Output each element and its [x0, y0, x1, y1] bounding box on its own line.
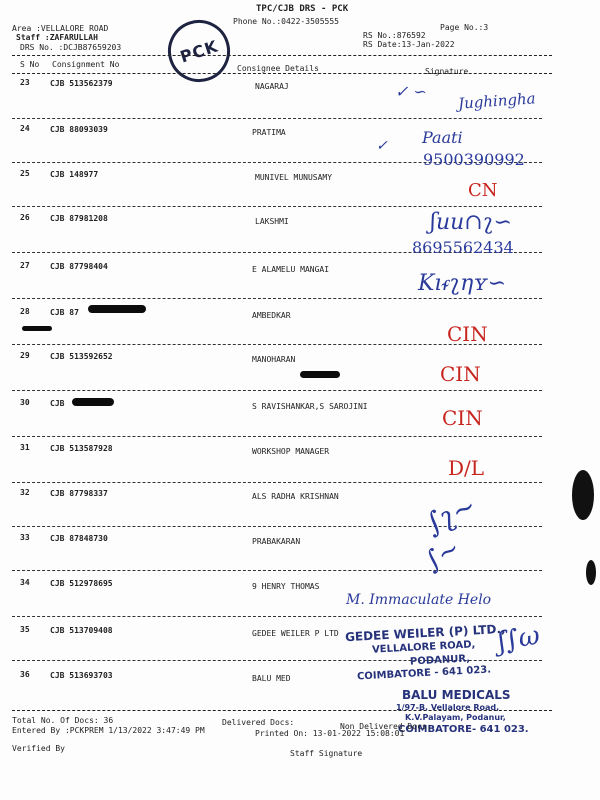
delivered-docs: Delivered Docs: [222, 718, 295, 727]
balu-stamp-line: K.V.Palayam, Podanur, [405, 713, 506, 722]
row-consignment: CJB 88093039 [50, 125, 108, 134]
row-consignee: BALU MED [252, 674, 291, 683]
row-sno: 32 [20, 488, 30, 497]
row-divider [12, 616, 542, 617]
header-divider-top [12, 55, 552, 56]
row-consignment: CJB 87798404 [50, 262, 108, 271]
handwritten-initials: ✓ ∽ [395, 82, 427, 101]
row-consignment: CJB 513592652 [50, 352, 113, 361]
staff-label: Staff :ZAFARULLAH [16, 33, 98, 42]
row-sno: 27 [20, 261, 30, 270]
gedee-stamp-line: VELLALORE ROAD, [371, 639, 476, 656]
row-sno: 29 [20, 351, 30, 360]
row-divider [12, 118, 542, 119]
gedee-stamp-line: PODANUR, [409, 653, 471, 668]
drs-number: DRS No. :DCJB87659203 [20, 43, 122, 52]
row-sno: 23 [20, 78, 30, 87]
rs-date: RS Date:13-Jan-2022 [363, 40, 455, 49]
row-consignee: S RAVISHANKAR,S SAROJINI [252, 402, 368, 411]
row-divider [12, 390, 542, 391]
row-sno: 34 [20, 578, 30, 587]
page-number: Page No.:3 [440, 23, 489, 32]
row-consignment: CJB [50, 399, 65, 408]
row-consignee: WORKSHOP MANAGER [252, 447, 330, 456]
row-consignment: CJB 87798337 [50, 489, 108, 498]
row-consignee: 9 HENRY THOMAS [252, 582, 320, 591]
row-sno: 24 [20, 124, 30, 133]
row-consignee: PRABAKARAN [252, 537, 301, 546]
balu-stamp-line: 1/97-B, Vellalore Road, [396, 703, 500, 712]
handwritten-signature: ʃuu∩ʅ∽ [430, 210, 512, 235]
row-consignee: MUNIVEL MUNUSAMY [255, 173, 333, 182]
handwritten-signature: ∫ʅ~ [420, 488, 482, 541]
row-sno: 36 [20, 670, 30, 679]
rs-number: RS No.:876592 [363, 31, 426, 40]
row-consignee: NAGARAJ [255, 82, 289, 91]
redaction-mark [22, 326, 52, 331]
ink-blot [586, 560, 596, 585]
footer-divider [12, 710, 552, 711]
printed-on: Printed On: 13-01-2022 15:08:01 [255, 729, 405, 738]
check-mark: ✓ [376, 138, 388, 154]
row-divider [12, 206, 542, 207]
non-delivered-docs: Non Delivered Docs: [340, 722, 432, 731]
row-consignment: CJB 513709408 [50, 626, 113, 635]
row-consignee: PRATIMA [252, 128, 286, 137]
balu-stamp-line: COIMBATORE- 641 023. [398, 724, 529, 735]
handwritten-name: M. Immaculate Helo [346, 592, 492, 608]
handwritten-phone: 8695562434 [412, 238, 514, 257]
row-consignment: CJB 512978695 [50, 579, 113, 588]
redaction-mark [88, 305, 146, 313]
row-sno: 30 [20, 398, 30, 407]
handwritten-signature: Jughingha [457, 89, 537, 113]
gedee-stamp-line: GEDEE WEILER (P) LTD., [344, 621, 506, 645]
row-consignment: CJB 87 [50, 308, 79, 317]
row-consignee: LAKSHMI [255, 217, 289, 226]
row-consignee: AMBEDKAR [252, 311, 291, 320]
row-divider [12, 482, 542, 483]
verified-by: Verified By [12, 744, 65, 753]
area-label: Area :VELLALORE ROAD [12, 24, 109, 33]
handwritten-signature: ʃ∫ω [495, 620, 543, 658]
row-consignee: MANOHARAN [252, 355, 296, 364]
redaction-mark [72, 398, 114, 406]
handwritten-signature: ∫~ [419, 533, 466, 577]
row-sno: 28 [20, 307, 30, 316]
phone-number: Phone No.:0422-3505555 [233, 17, 339, 26]
header-divider-bottom [12, 73, 552, 74]
row-sno: 33 [20, 533, 30, 542]
row-sno: 31 [20, 443, 30, 452]
row-sno: 26 [20, 213, 30, 222]
total-docs: Total No. Of Docs: 36 [12, 716, 114, 725]
row-sno: 35 [20, 625, 30, 634]
handwritten-phone: 9500390992 [423, 150, 525, 169]
handwritten-name: Paati [422, 128, 463, 147]
col-consignee: Consignee Details [237, 64, 319, 73]
col-consignment: Consignment No [52, 60, 120, 69]
pck-stamp: PCK [160, 12, 238, 90]
col-sno: S No [20, 60, 40, 69]
row-divider [12, 436, 542, 437]
row-consignment: CJB 87981208 [50, 214, 108, 223]
row-consignment: CJB 513693703 [50, 671, 113, 680]
handwritten-signature: Kıᵳʅηʏ∽ [418, 271, 507, 296]
entered-by: Entered By :PCKPREM 1/13/2022 3:47:49 PM [12, 726, 205, 735]
sheet-title: TPC/CJB DRS - PCK [256, 4, 349, 14]
row-consignment: CJB 87848730 [50, 534, 108, 543]
row-consignee: ALS RADHA KRISHNAN [252, 492, 339, 501]
row-sno: 25 [20, 169, 30, 178]
row-consignment: CJB 513587928 [50, 444, 113, 453]
col-signature: Signature [425, 67, 469, 76]
handwritten-status: CIN [442, 406, 483, 430]
gedee-stamp-line: COIMBATORE - 641 023. [356, 664, 492, 683]
row-consignee: E ALAMELU MANGAI [252, 265, 330, 274]
ink-blot [572, 470, 594, 520]
row-divider [12, 570, 542, 571]
handwritten-status: CIN [447, 322, 488, 346]
balu-stamp-line: BALU MEDICALS [402, 688, 511, 702]
handwritten-status: CN [468, 180, 498, 201]
redaction-mark [300, 371, 340, 378]
handwritten-status: D/L [448, 456, 485, 480]
staff-signature: Staff Signature [290, 749, 363, 758]
row-consignment: CJB 148977 [50, 170, 99, 179]
row-divider [12, 298, 542, 299]
row-consignee: GEDEE WEILER P LTD [252, 629, 339, 638]
row-consignment: CJB 513562379 [50, 79, 113, 88]
handwritten-status: CIN [440, 362, 481, 386]
